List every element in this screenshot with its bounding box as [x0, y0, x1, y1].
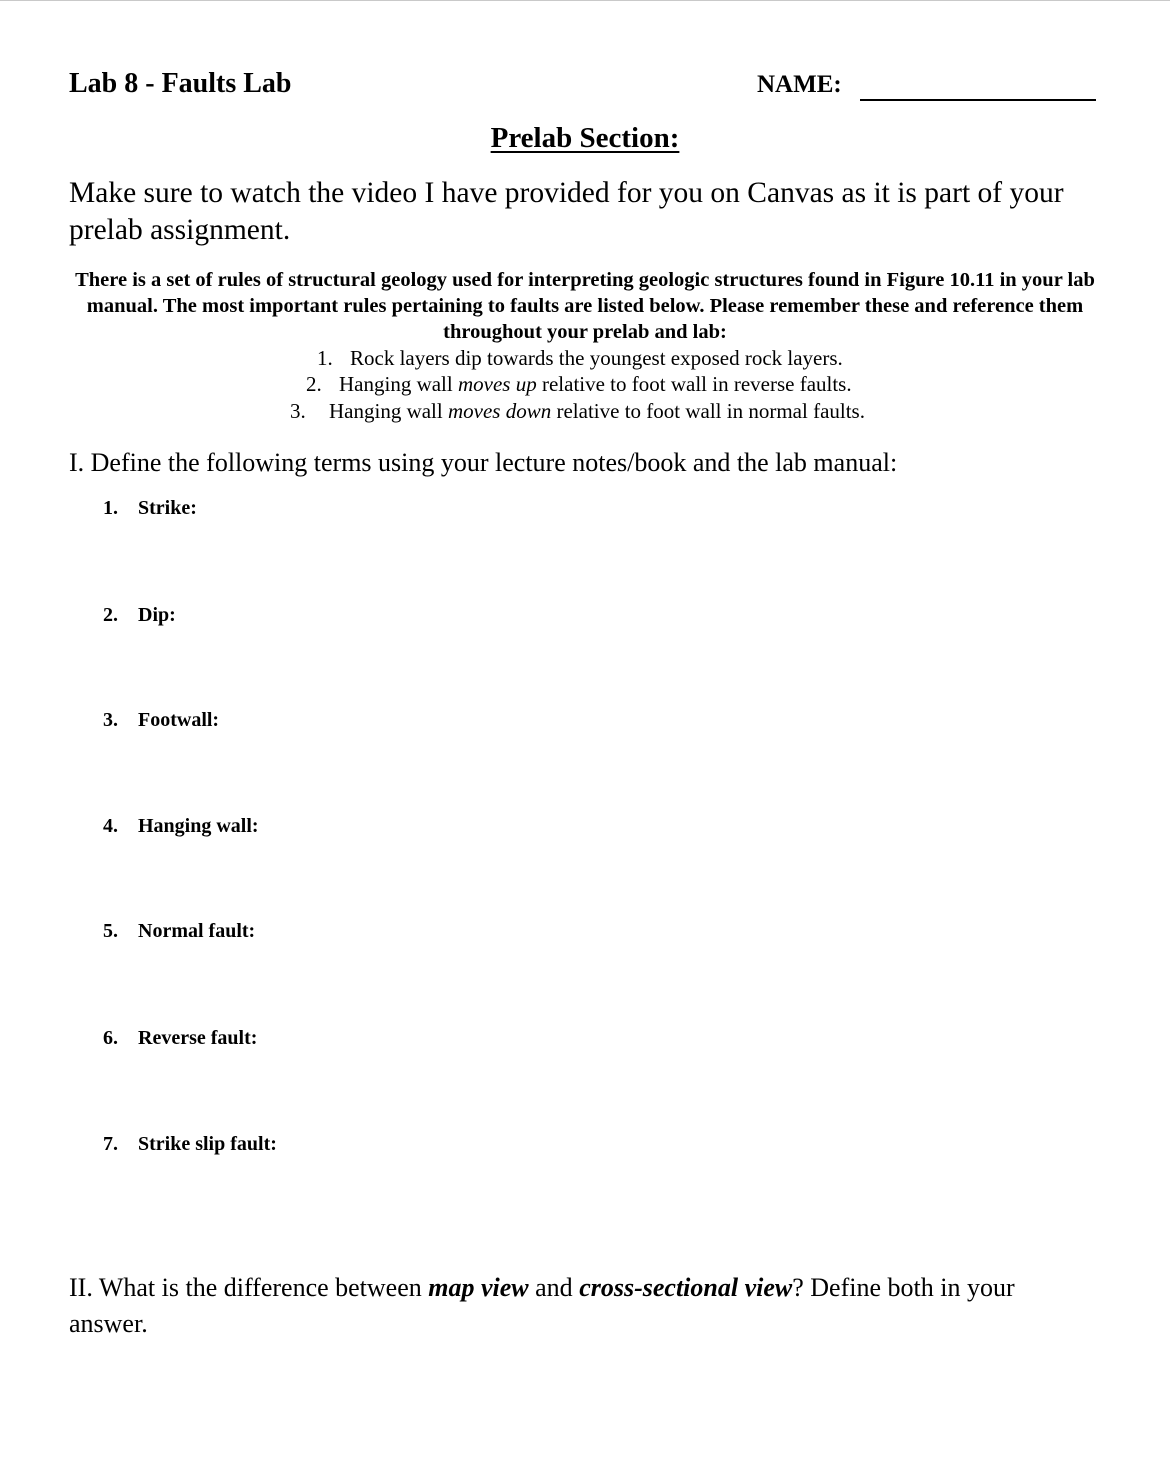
rule-text: Hanging wall moves down relative to foot wall in normal faults. — [329, 399, 865, 423]
lab-title: Lab 8 - Faults Lab — [69, 68, 292, 99]
rule-text: Hanging wall moves up relative to foot wall in reverse faults. — [339, 372, 852, 396]
term-hanging-wall: 4. Hanging wall: — [103, 815, 259, 837]
term-reverse-fault: 6. Reverse fault: — [103, 1027, 258, 1049]
rule-number: 3. — [290, 399, 306, 423]
term-normal-fault: 5. Normal fault: — [103, 920, 256, 942]
intro-paragraph: Make sure to watch the video I have provided for you on Canvas as it is part of your prelab assignment. — [69, 177, 1064, 246]
rule-text: Rock layers dip towards the youngest exposed rock layers. — [350, 346, 843, 370]
rule-number: 2. — [306, 372, 322, 396]
name-blank-line — [860, 99, 1096, 101]
rules-intro: There is a set of rules of structural geology used for interpreting geologic structures found in Figure 10.11 in your lab manual. The most important rules pertaining to faults are listed below. Please remember these and reference them throughout your prelab and lab: — [75, 269, 1095, 343]
page-top-border — [0, 0, 1170, 1]
section-title: Prelab Section: — [490, 122, 680, 154]
term-dip: 2. Dip: — [103, 604, 176, 626]
term-strike-slip-fault: 7. Strike slip fault: — [103, 1133, 277, 1155]
definitions-heading: I. Define the following terms using your lecture notes/book and the lab manual: — [69, 448, 898, 477]
rule-number: 1. — [317, 346, 333, 370]
term-strike: 1. Strike: — [103, 497, 197, 519]
term-footwall: 3. Footwall: — [103, 709, 220, 731]
question-2: II. What is the difference between map view and cross-sectional view? Define both in your answer. — [69, 1273, 1015, 1338]
name-label: NAME: — [757, 71, 842, 98]
